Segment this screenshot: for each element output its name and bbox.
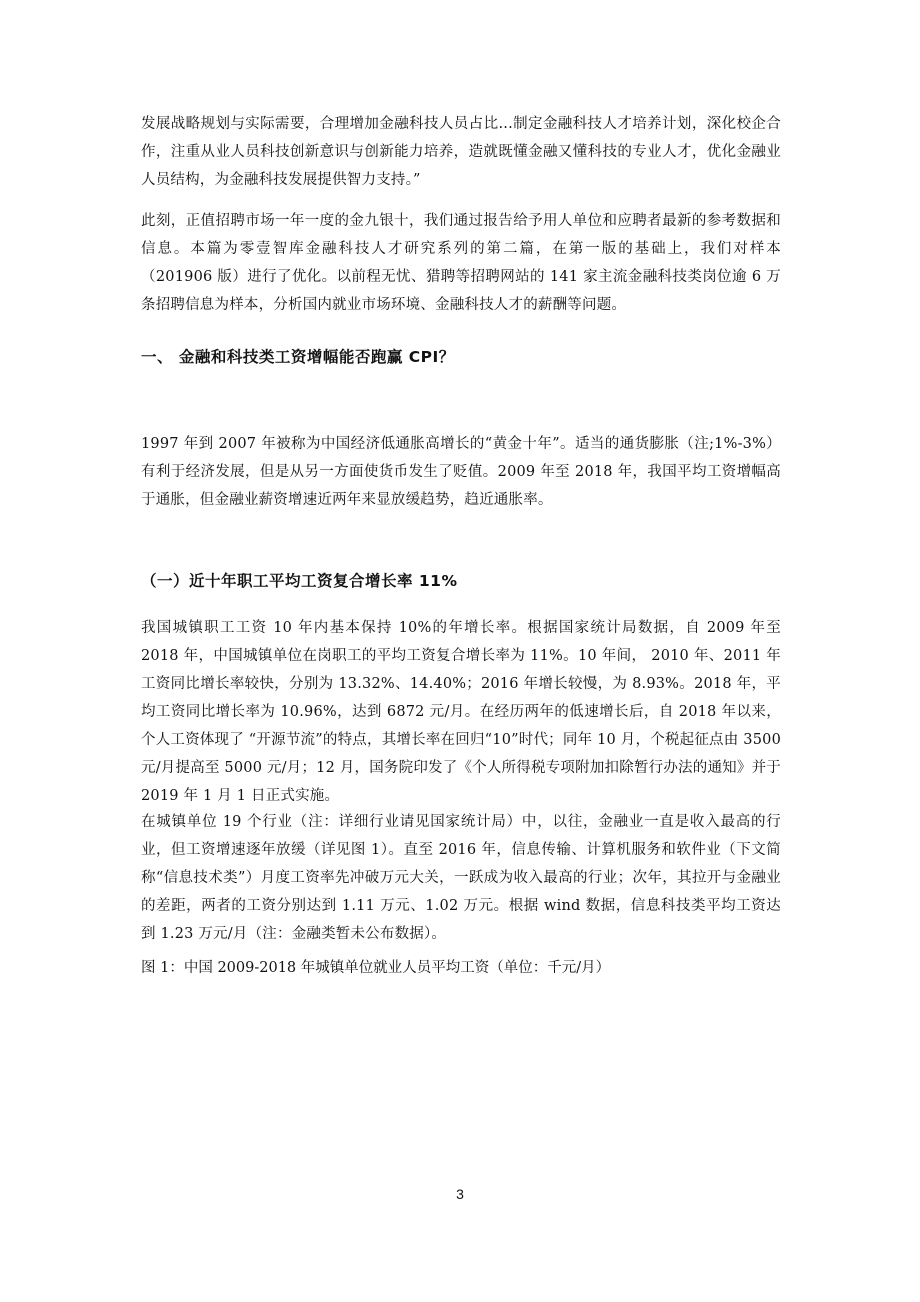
section-heading-1: 一、 金融和科技类工资增幅能否跑赢 CPI？: [141, 348, 455, 366]
paragraph-report-context: 此刻，正值招聘市场一年一度的金九银十，我们通过报告给予用人单位和应聘者最新的参考数据和信息。本篇为零壹智库金融科技人才研究系列的第二篇，在第一版的基础上，我们对样本（201906 版）进行了优化。以前程无忧、猎聘等招聘网站的 141 家主流金融科技类岗位逾 6 万条招聘信息为样本，分析国内就业市场环境、金融科技人才的薪酬等问题。: [141, 213, 781, 313]
paragraph-wage-growth: 我国城镇职工工资 10 年内基本保持 10%的年增长率。根据国家统计局数据，自 2009 年至 2018 年，中国城镇单位在岗职工的平均工资复合增长率为 11%。10 年间， 2010 年、2011 年工资同比增长率较快，分别为 13.32%、14.40%；2016 年增长较慢，为 8.93%。2018 年，平均工资同比增长率为 10.96%，达到 6872 元/月。在经历两年的低速增长后，自 2018 年以来，个人工资体现了 “开源节流”的特点，其增长率在回归“10”时代；同年 10 月，个税起征点由 3500 元/月提高至 5000 元/月；12 月，国务院印发了《个人所得税专项附加扣除暂行办法的通知》并于 2019 年 1 月 1 日正式实施。: [141, 620, 781, 804]
subsection-heading-1: （一）近十年职工平均工资复合增长率 11%: [141, 572, 458, 590]
figure-caption: 图 1：中国 2009-2018 年城镇单位就业人员平均工资（单位：千元/月）: [141, 960, 611, 976]
page-number: 3: [456, 1186, 464, 1202]
paragraph-intro-quote: 发展战略规划与实际需要，合理增加金融科技人员占比...制定金融科技人才培养计划，深化校企合作，注重从业人员科技创新意识与创新能力培养，造就既懂金融又懂科技的专业人才，优化金融业人员结构，为金融科技发展提供智力支持。”: [141, 116, 781, 188]
paragraph-inflation: 1997 年到 2007 年被称为中国经济低通胀高增长的“黄金十年”。适当的通货膨胀（注;1%-3%）有利于经济发展，但是从另一方面使货币发生了贬值。2009 年至 2018 年，我国平均工资增幅高于通胀，但金融业薪资增速近两年来显放缓趋势，趋近通胀率。: [141, 436, 781, 508]
paragraph-industry-wages: 在城镇单位 19 个行业（注：详细行业请见国家统计局）中，以往，金融业一直是收入最高的行业，但工资增速逐年放缓（详见图 1）。直至 2016 年，信息传输、计算机服务和软件业（下文简称“信息技术类”）月度工资率先冲破万元大关，一跃成为收入最高的行业；次年，其拉开与金融业的差距，两者的工资分别达到 1.11 万元、1.02 万元。根据 wind 数据，信息科技类平均工资达到 1.23 万元/月（注：金融类暂未公布数据）。: [141, 814, 781, 942]
